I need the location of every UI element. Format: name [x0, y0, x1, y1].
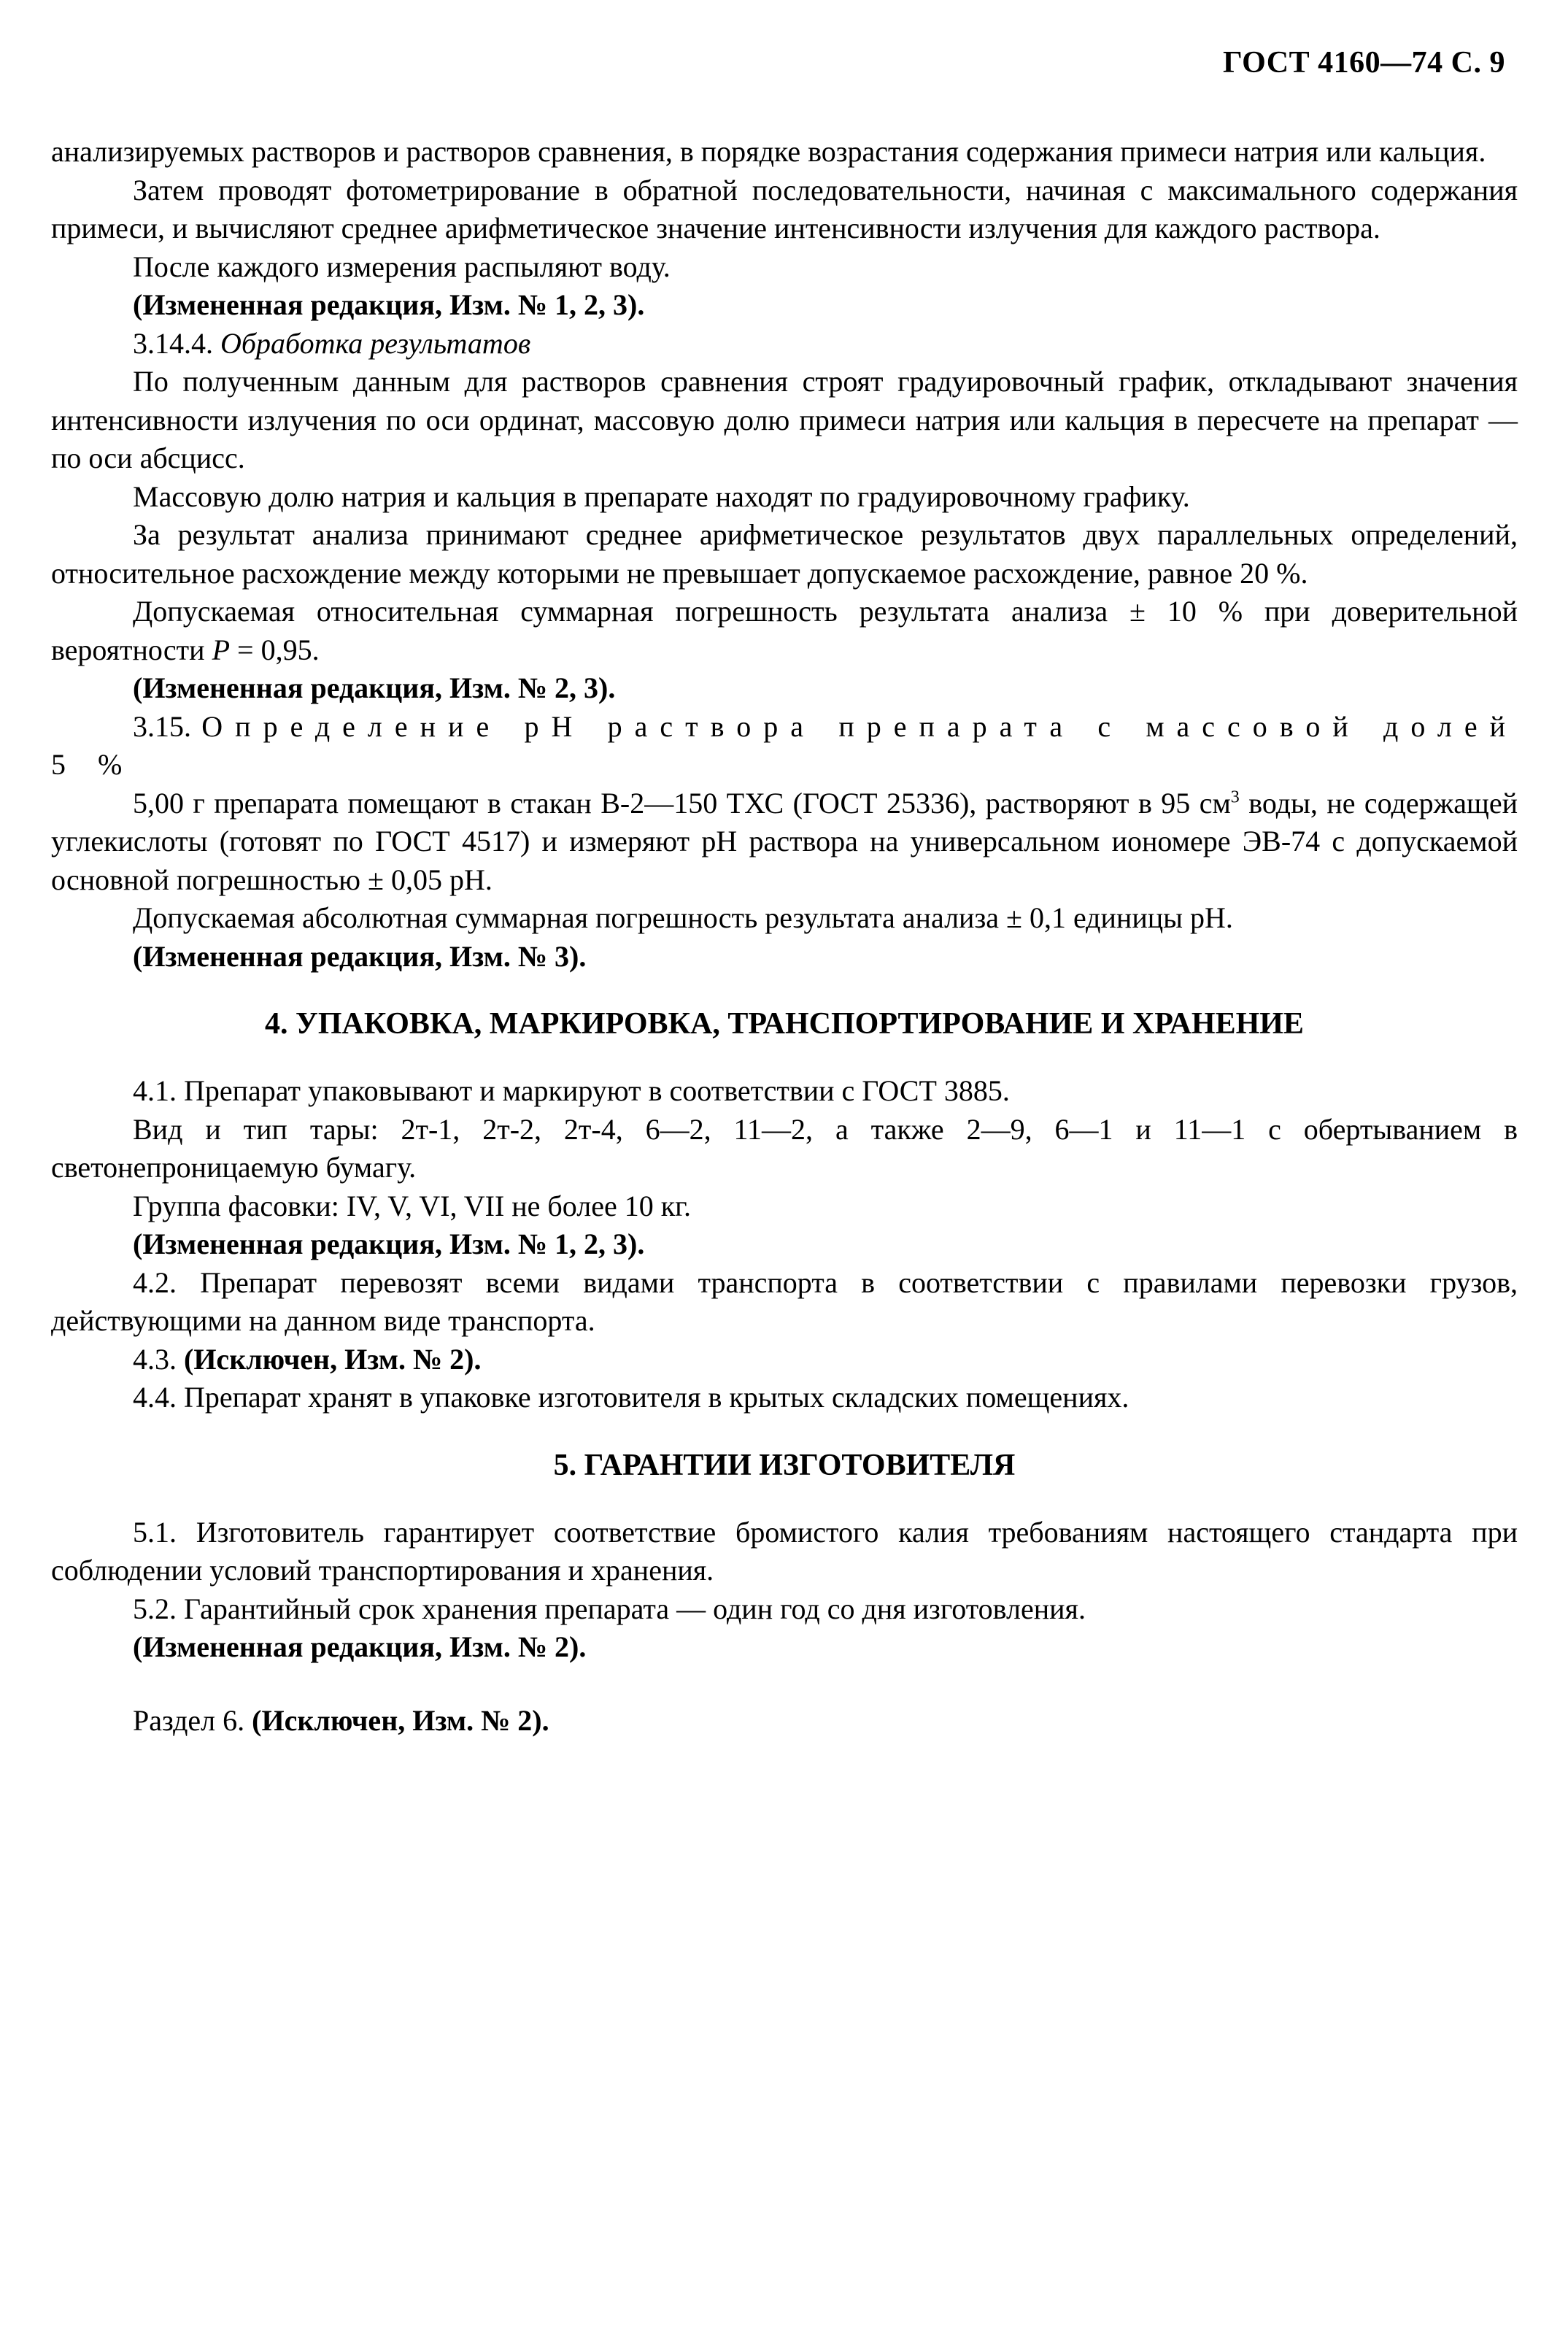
- spacer: [51, 1667, 1518, 1702]
- paragraph-photometry: Затем проводят фотометрирование в обратной последовательности, начиная с максимального содержания примеси, и вычисляют среднее арифметическое значение интенсивности излучения для каждого раствора.: [51, 173, 1518, 244]
- amendment-note: (Измененная редакция, Изм. № 2, 3).: [133, 671, 616, 704]
- section-6-label: Раздел 6.: [133, 1703, 252, 1737]
- paragraph-ph-procedure: [51, 785, 1518, 900]
- error-text: Допускаемая относительная суммарная погрешность результата анализа ± 10 % при доверительной вероятности: [51, 595, 1518, 666]
- paragraph-error: [51, 593, 1518, 669]
- paragraph-packing-group: Группа фасовки: IV, V, VI, VII не более 10 кг.: [133, 1189, 692, 1222]
- paragraph-5-2: 5.2. Гарантийный срок хранения препарата — один год со дня изготовления.: [133, 1592, 1086, 1625]
- excluded-note: (Исключен, Изм. № 2).: [252, 1703, 549, 1737]
- subsection-title: Определение рН раствора препарата с массовой долей 5 %: [51, 709, 1518, 781]
- paragraph-water-spray: После каждого измерения распыляют воду.: [133, 250, 671, 283]
- subsection-number: 3.14.4.: [133, 326, 213, 360]
- document-body: [51, 133, 1518, 1740]
- subsection-title: Обработка результатов: [220, 326, 531, 360]
- paragraph-mass-fraction: Массовую долю натрия и кальция в препарате находят по градуировочному графику.: [133, 479, 1190, 513]
- paragraph-5-1: 5.1. Изготовитель гарантирует соответствие бромистого калия требованиям настоящего стандарта при соблюдении условий транспортирования и хранения.: [51, 1515, 1518, 1587]
- paragraph-calibration-graph: По полученным данным для растворов сравнения строят градуировочный график, откладывают значения интенсивности излучения по оси ординат, массовую долю примеси натрия или кальция в пересчете на препарат — по оси абсцисс.: [51, 365, 1518, 474]
- paragraph-4-3: [51, 1341, 1518, 1379]
- amendment-note: (Измененная редакция, Изм. № 1, 2, 3).: [133, 288, 645, 321]
- probability-value: = 0,95.: [230, 633, 320, 666]
- subsection-3-14-4: [51, 325, 1518, 363]
- ph-text-start: 5,00 г препарата помещают в стакан В-2—150 ТХС (ГОСТ 25336), растворяют в 95 см: [133, 786, 1231, 820]
- subsection-3-15: [51, 708, 1518, 785]
- ph-text-end: воды, не содержащей углекислоты (готовят по ГОСТ 4517) и измеряют рН раствора на универсальном иономере ЭВ-74 с допускаемой основной погрешностью ± 0,05 рН.: [51, 786, 1518, 896]
- section-4-title: 4. УПАКОВКА, МАРКИРОВКА, ТРАНСПОРТИРОВАНИЕ И ХРАНЕНИЕ: [265, 1007, 1304, 1041]
- paragraph-ph-error: Допускаемая абсолютная суммарная погрешность результата анализа ± 0,1 единицы рН.: [133, 901, 1233, 934]
- page-header: ГОСТ 4160—74 С. 9: [1222, 46, 1505, 80]
- paragraph-4-1: 4.1. Препарат упаковывают и маркируют в соответствии с ГОСТ 3885.: [133, 1074, 1010, 1107]
- item-number: 4.3.: [133, 1342, 184, 1376]
- paragraph-result: За результат анализа принимают среднее арифметическое результатов двух параллельных определений, относительное расхождение между которыми не превышает допускаемое расхождение, равное 20 %.: [51, 518, 1518, 590]
- cubic-superscript: 3: [1230, 787, 1240, 807]
- subsection-number: 3.15.: [133, 709, 191, 743]
- paragraph-section-6: [51, 1702, 1518, 1741]
- amendment-note: (Измененная редакция, Изм. № 3).: [133, 939, 587, 973]
- paragraph-4-2: 4.2. Препарат перевозят всеми видами транспорта в соответствии с правилами перевозки грузов, действующими на данном виде транспорта.: [51, 1265, 1518, 1337]
- probability-variable: P: [212, 633, 231, 666]
- section-5-title: 5. ГАРАНТИИ ИЗГОТОВИТЕЛЯ: [553, 1448, 1016, 1482]
- paragraph-4-4: 4.4. Препарат хранят в упаковке изготовителя в крытых складских помещениях.: [133, 1381, 1129, 1414]
- excluded-note: (Исключен, Изм. № 2).: [184, 1342, 482, 1376]
- amendment-note: (Измененная редакция, Изм. № 2).: [133, 1630, 587, 1663]
- amendment-note: (Измененная редакция, Изм. № 1, 2, 3).: [133, 1227, 645, 1260]
- paragraph-container-types: Вид и тип тары: 2т-1, 2т-2, 2т-4, 6—2, 11—2, а также 2—9, 6—1 и 11—1 с обертыванием в светонепроницаемую бумагу.: [51, 1112, 1518, 1184]
- paragraph-continuation: анализируемых растворов и растворов сравнения, в порядке возрастания содержания примеси натрия или кальция.: [51, 135, 1486, 168]
